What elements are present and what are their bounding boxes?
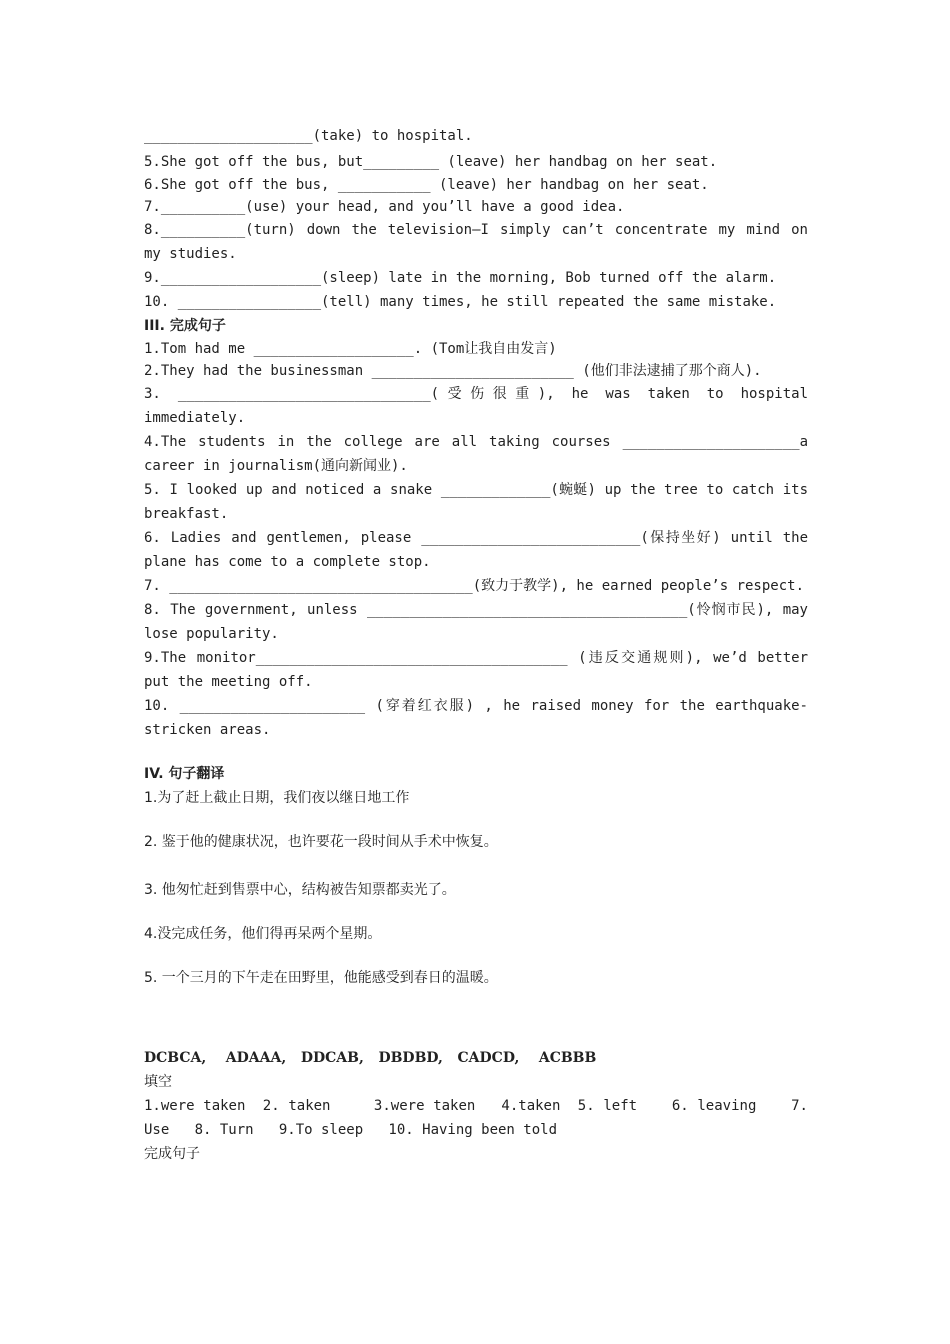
fill-in-line: 7.__________(use) your head, and you’ll have a good idea. xyxy=(144,199,625,215)
list-item: 8. The government, unless ______________________________________(怜悯市民), may lose popularity. xyxy=(144,602,817,642)
list-item: 1.Tom had me ___________________. (Tom让我自由发言) xyxy=(144,341,557,357)
list-item: 10. ______________________ (穿着红衣服) , he raised money for the earthquake-stricken areas. xyxy=(144,698,808,738)
section-4-heading: IV. 句子翻译 xyxy=(144,766,225,782)
fill-in-line: 8.__________(turn) down the television—I simply can’t concentrate my mind on my studies. xyxy=(144,222,817,262)
translation-item: 1.为了赶上截止日期，我们夜以继日地工作 xyxy=(144,790,410,806)
list-item: 4.The students in the college are all taking courses _____________________a career in journalism(通向新闻业). xyxy=(144,434,817,474)
fill-in-line: 10. _________________(tell) many times, he still repeated the same mistake. xyxy=(144,294,777,310)
section-4-list xyxy=(144,786,808,990)
fill-in-line: 6.She got off the bus, ___________ (leave) her handbag on her seat. xyxy=(144,177,709,193)
list-item: 6. Ladies and gentlemen, please __________________________(保持坐好) until the plane has come to a complete stop. xyxy=(144,530,817,570)
translation-item: 4.没完成任务，他们得再呆两个星期。 xyxy=(144,926,382,942)
translation-item: 5. 一个三月的下午走在田野里，他能感受到春日的温暖。 xyxy=(144,970,498,986)
translation-item: 2. 鉴于他的健康状况，也许要花一段时间从手术中恢复。 xyxy=(144,834,498,850)
list-item: 7. ____________________________________(致力于教学), he earned people’s respect. xyxy=(144,578,805,594)
fill-in-line: 5.She got off the bus, but_________ (leave) her handbag on her seat. xyxy=(144,154,718,170)
section-3-list xyxy=(144,338,817,742)
list-item: 5. I looked up and noticed a snake _____________(蜿蜒) up the tree to catch its breakfast. xyxy=(144,482,817,522)
list-item: 9.The monitor_____________________________________ (违反交通规则), we’d better put the meeting off. xyxy=(144,650,817,690)
complete-sentences-label: 完成句子 xyxy=(144,1146,200,1162)
fill-answers-label: 填空 xyxy=(144,1074,172,1090)
answer-key xyxy=(144,1046,817,1166)
fill-in-section xyxy=(144,124,817,314)
document-page xyxy=(144,124,817,1166)
fill-in-line: ____________________(take) to hospital. xyxy=(144,128,473,144)
list-item: 3. ______________________________(受伤很重), he was taken to hospital immediately. xyxy=(144,386,817,426)
translation-item: 3. 他匆忙赶到售票中心，结构被告知票都卖光了。 xyxy=(144,882,456,898)
list-item: 2.They had the businessman ________________________ (他们非法逮捕了那个商人). xyxy=(144,363,762,379)
fill-in-line: 9.___________________(sleep) late in the morning, Bob turned off the alarm. xyxy=(144,270,777,286)
choice-answers: DCBCA, ADAAA, DDCAB, DBDBD, CADCD, ACBBB xyxy=(144,1050,597,1066)
section-3-heading: III. 完成句子 xyxy=(144,318,226,334)
fill-answers: 1.were taken 2. taken 3.were taken 4.taken 5. left 6. leaving 7. Use 8. Turn 9.To sleep 10. Having been told xyxy=(144,1098,817,1138)
